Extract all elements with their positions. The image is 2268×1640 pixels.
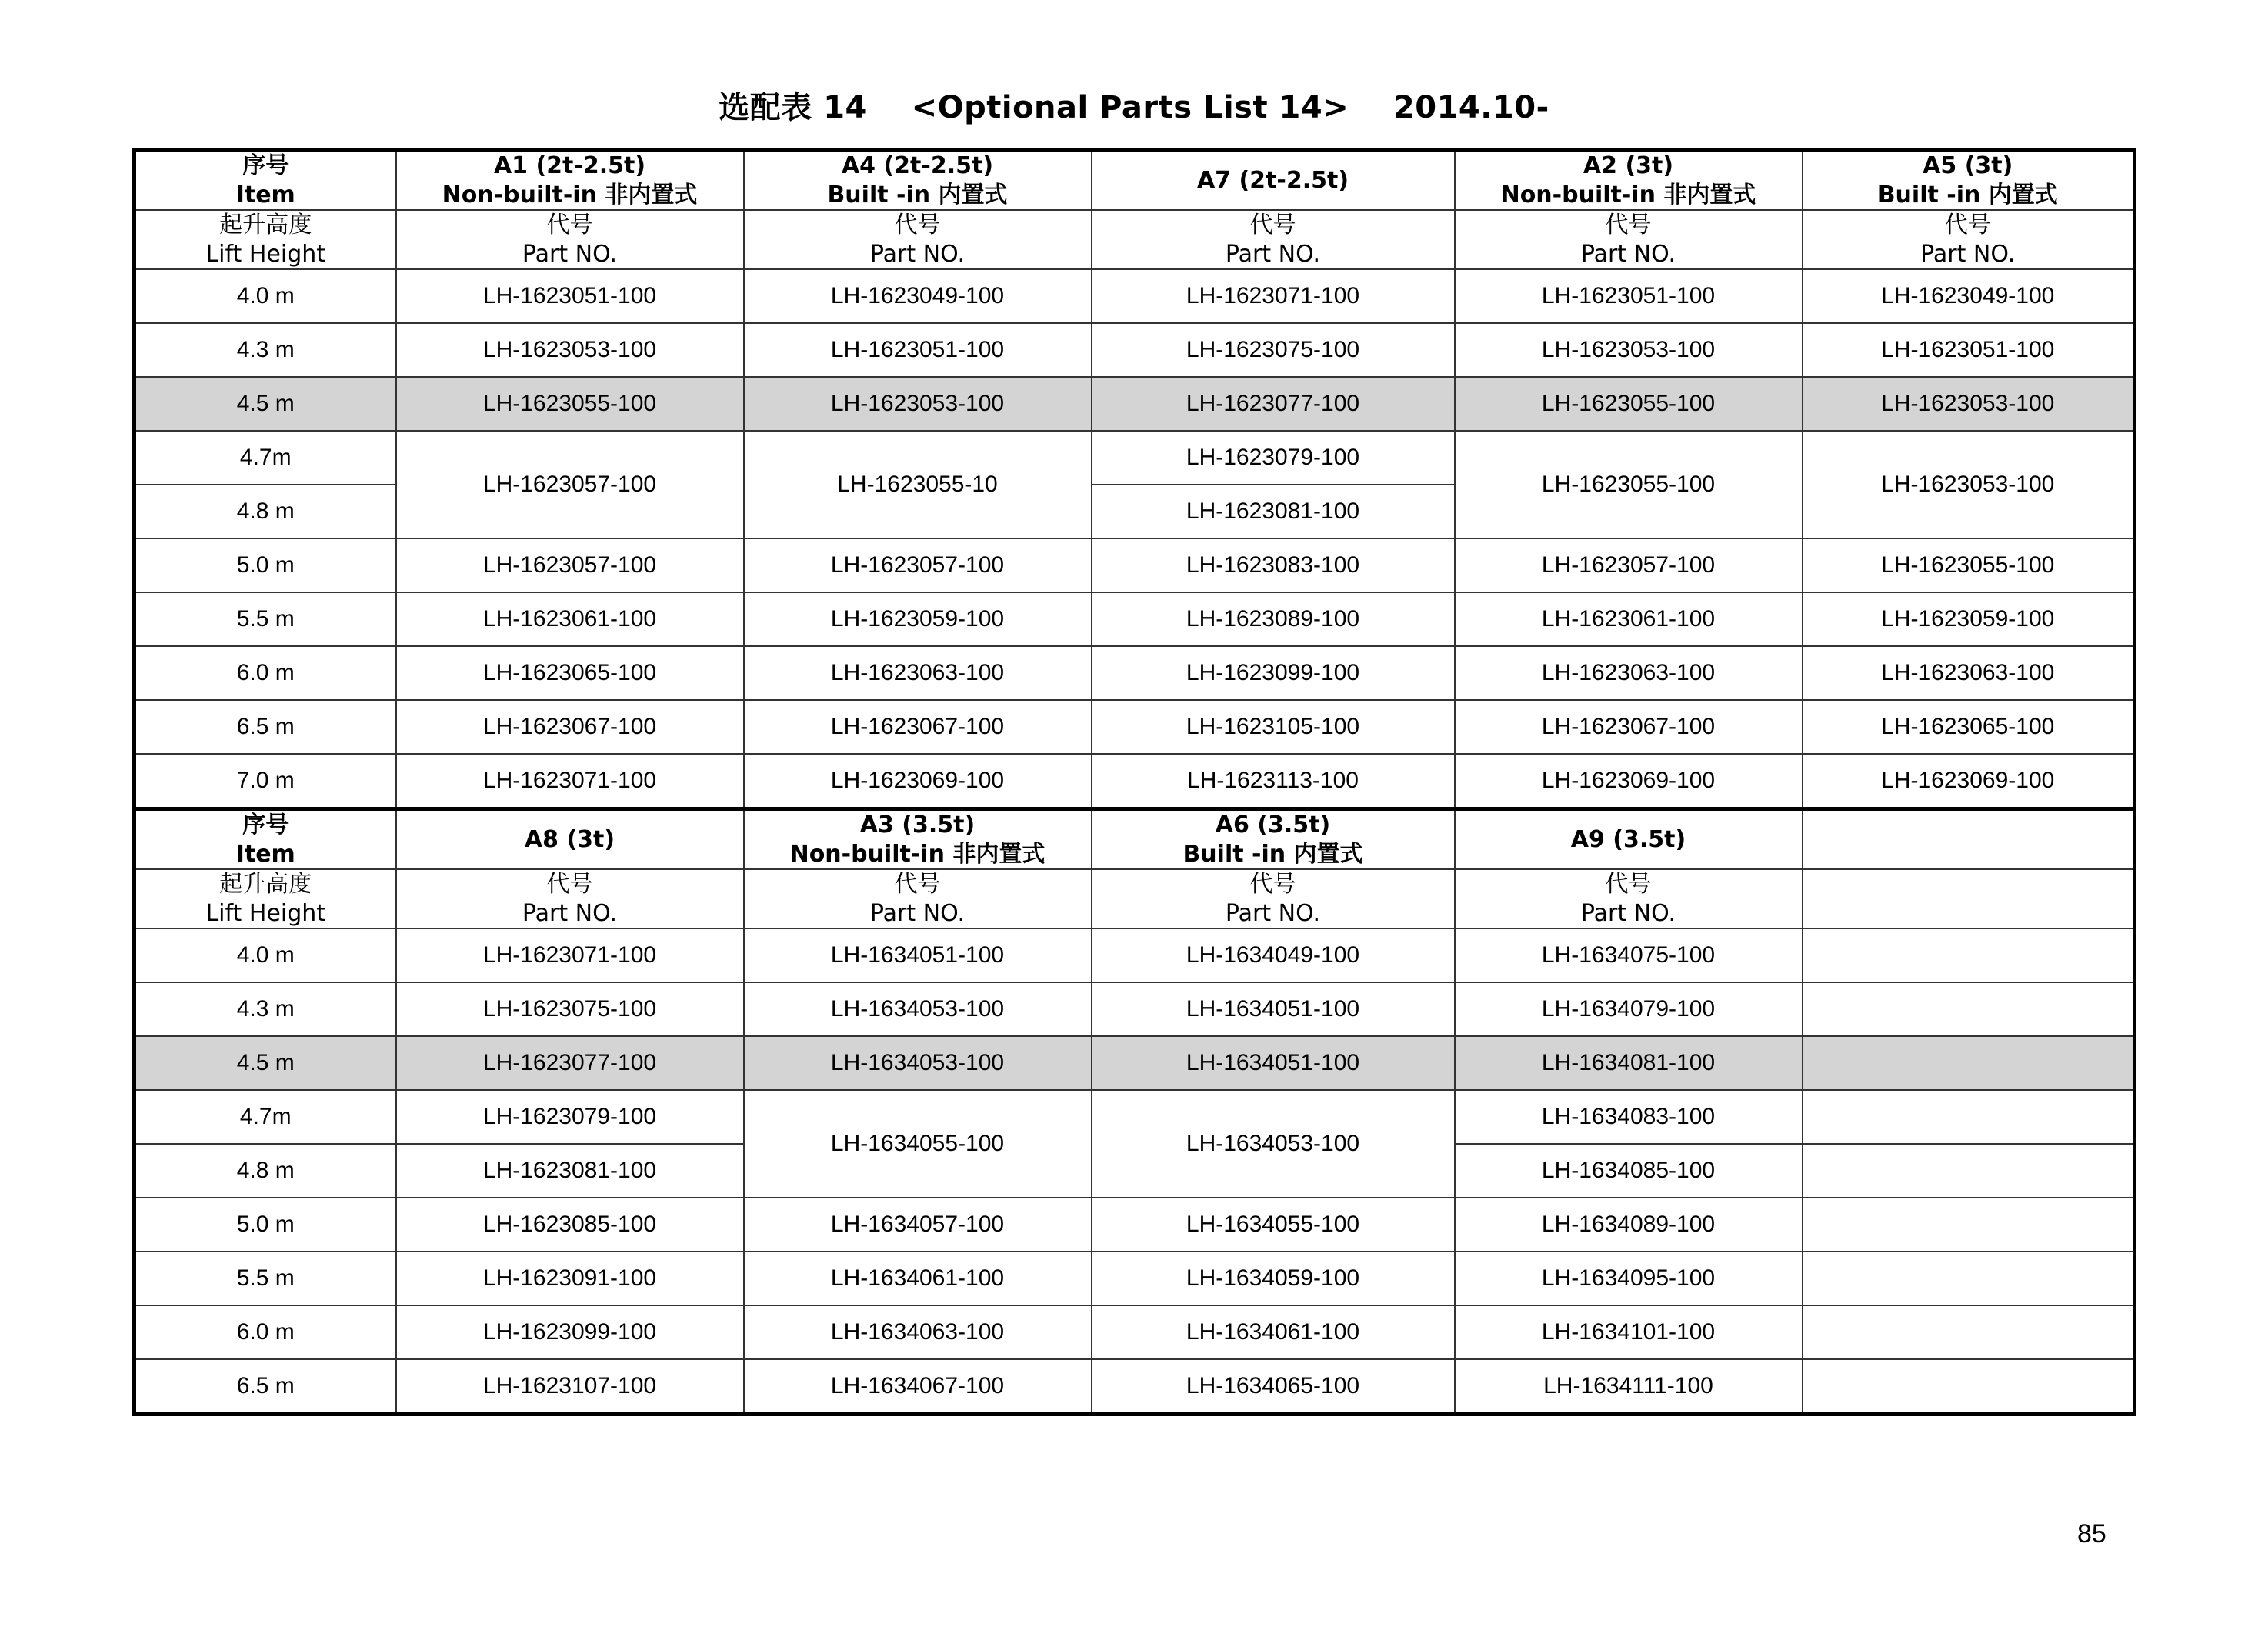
part-number-cell: LH-1634053-100 (744, 982, 1092, 1036)
lift-height-cell: 4.8 m (135, 1144, 396, 1198)
table1-header-a1 (396, 150, 744, 211)
part-number-cell: LH-1623055-100 (396, 377, 744, 431)
table1-subheader-a2 (1455, 210, 1803, 269)
part-number-cell: LH-1634079-100 (1455, 982, 1803, 1036)
part-number-cell: LH-1623053-100 (744, 377, 1092, 431)
header-line1: A9 (3.5t) (1570, 825, 1686, 853)
empty-cell (1803, 1198, 2135, 1252)
table2-header-a6 (1092, 809, 1455, 870)
table-row (135, 700, 2135, 754)
part-number-cell: LH-1623053-100 (396, 323, 744, 377)
empty-cell (1803, 1359, 2135, 1415)
lift-height-cell: 4.5 m (135, 1036, 396, 1090)
part-number-cell: LH-1623057-100 (1455, 538, 1803, 592)
empty-cell (1803, 1252, 2135, 1305)
part-number-cell: LH-1623053-100 (1803, 377, 2135, 431)
empty-cell (1803, 1036, 2135, 1090)
table1-header-a2 (1455, 150, 1803, 211)
part-number-cell: LH-1623069-100 (1803, 754, 2135, 809)
lift-height-cell: 4.7m (135, 1090, 396, 1144)
part-number-cell: LH-1623067-100 (1455, 700, 1803, 754)
part-number-cell: LH-1623051-100 (1455, 269, 1803, 323)
table1-subheader-a5 (1803, 210, 2135, 269)
header-line2: Item (235, 181, 295, 208)
subheader-line1: 代号 (1249, 871, 1296, 898)
part-number-cell: LH-1623069-100 (744, 754, 1092, 809)
part-number-cell: LH-1623107-100 (396, 1359, 744, 1415)
part-number-cell: LH-1634063-100 (744, 1305, 1092, 1359)
subheader-line1: 代号 (546, 212, 593, 238)
part-number-cell: LH-1623067-100 (396, 700, 744, 754)
page-title: 选配表 14 <Optional Parts List 14> 2014.10- (719, 90, 1549, 125)
part-number-cell: LH-1623059-100 (744, 592, 1092, 646)
part-number-cell: LH-1623069-100 (1455, 754, 1803, 809)
table-row (135, 592, 2135, 646)
optional-parts-tables (132, 148, 2133, 1416)
part-number-cell: LH-1623075-100 (1092, 323, 1455, 377)
header-line1: A8 (3t) (524, 825, 615, 853)
table2-header-a3 (744, 809, 1092, 870)
part-number-cell: LH-1623099-100 (1092, 646, 1455, 700)
part-number-cell: LH-1634075-100 (1455, 928, 1803, 982)
part-number-cell: LH-1623105-100 (1092, 700, 1455, 754)
table-row (135, 538, 2135, 592)
table1-header-a4 (744, 150, 1092, 211)
part-number-cell: LH-1623057-100 (396, 538, 744, 592)
header-line1: A7 (2t-2.5t) (1196, 166, 1349, 194)
subheader-line2: Part NO. (1580, 240, 1676, 268)
table1-header-row (135, 150, 2135, 211)
part-number-cell: LH-1634051-100 (1092, 982, 1455, 1036)
part-number-cell: LH-1634061-100 (744, 1252, 1092, 1305)
part-number-cell: LH-1623049-100 (744, 269, 1092, 323)
table2-header-a9 (1455, 809, 1803, 870)
table2-header-row (135, 809, 2135, 870)
part-number-cell-merged: LH-1623053-100 (1803, 431, 2135, 538)
part-number-cell: LH-1623065-100 (396, 646, 744, 700)
part-number-cell: LH-1634101-100 (1455, 1305, 1803, 1359)
part-number-cell: LH-1634085-100 (1455, 1144, 1803, 1198)
part-number-cell: LH-1623061-100 (396, 592, 744, 646)
header-line2: Non-built-in 非内置式 (789, 840, 1046, 868)
part-number-cell: LH-1623079-100 (396, 1090, 744, 1144)
header-line1: 序号 (242, 152, 289, 179)
table-row (135, 1305, 2135, 1359)
header-line2: Built -in 内置式 (827, 181, 1008, 208)
lift-height-cell: 4.0 m (135, 269, 396, 323)
part-number-cell: LH-1623063-100 (1803, 646, 2135, 700)
part-number-cell: LH-1623061-100 (1455, 592, 1803, 646)
part-number-cell: LH-1623065-100 (1803, 700, 2135, 754)
part-number-cell: LH-1623067-100 (744, 700, 1092, 754)
part-number-cell: LH-1623083-100 (1092, 538, 1455, 592)
part-number-cell-merged: LH-1623055-100 (1455, 431, 1803, 538)
header-line1: A4 (2t-2.5t) (841, 152, 994, 179)
header-line2: Item (235, 840, 295, 868)
part-number-cell: LH-1623077-100 (1092, 377, 1455, 431)
part-number-cell: LH-1623071-100 (396, 754, 744, 809)
lift-height-cell: 4.5 m (135, 377, 396, 431)
lift-height-cell: 4.8 m (135, 485, 396, 538)
subheader-line1: 代号 (1605, 212, 1652, 238)
part-number-cell: LH-1623091-100 (396, 1252, 744, 1305)
table-row (135, 982, 2135, 1036)
part-number-cell: LH-1623071-100 (396, 928, 744, 982)
part-number-cell: LH-1634053-100 (744, 1036, 1092, 1090)
subheader-line2: Part NO. (1920, 240, 2016, 268)
part-number-cell: LH-1623051-100 (1803, 323, 2135, 377)
part-number-cell-merged: LH-1623057-100 (396, 431, 744, 538)
part-number-cell: LH-1623099-100 (396, 1305, 744, 1359)
table-row-highlighted (135, 1036, 2135, 1090)
part-number-cell: LH-1623077-100 (396, 1036, 744, 1090)
header-line2: Non-built-in 非内置式 (1500, 181, 1756, 208)
part-number-cell: LH-1623063-100 (744, 646, 1092, 700)
header-line2: Built -in 内置式 (1877, 181, 2058, 208)
header-line1: A3 (3.5t) (859, 812, 976, 838)
subheader-line2: Part NO. (1580, 899, 1676, 927)
table-row (135, 1359, 2135, 1415)
part-number-cell: LH-1623059-100 (1803, 592, 2135, 646)
part-number-cell: LH-1623081-100 (396, 1144, 744, 1198)
table1-subheader-a4 (744, 210, 1092, 269)
part-number-cell-merged: LH-1634053-100 (1092, 1090, 1455, 1198)
part-number-cell: LH-1634057-100 (744, 1198, 1092, 1252)
lift-height-cell: 4.3 m (135, 982, 396, 1036)
table-row (135, 1252, 2135, 1305)
empty-cell (1803, 1305, 2135, 1359)
table-row (135, 323, 2135, 377)
header-line1: 序号 (242, 812, 289, 838)
subheader-line1: 代号 (894, 871, 941, 898)
part-number-cell: LH-1623055-100 (1803, 538, 2135, 592)
table2-subheader-a8 (396, 869, 744, 928)
empty-cell (1803, 1090, 2135, 1144)
table-row (135, 431, 2135, 485)
table2-subheader-lift-height (135, 869, 396, 928)
table2-header-empty (1803, 809, 2135, 870)
header-line2: Non-built-in 非内置式 (442, 181, 698, 208)
part-number-cell: LH-1623071-100 (1092, 269, 1455, 323)
lift-height-cell: 5.0 m (135, 1198, 396, 1252)
table-row (135, 1198, 2135, 1252)
subheader-line1: 代号 (1944, 212, 1991, 238)
header-line1: A6 (3.5t) (1215, 812, 1331, 838)
subheader-line1: 起升高度 (219, 212, 312, 238)
table1-subheader-a1 (396, 210, 744, 269)
header-line1: A1 (2t-2.5t) (493, 152, 646, 179)
optional-parts-table (132, 148, 2136, 1416)
part-number-cell: LH-1623063-100 (1455, 646, 1803, 700)
lift-height-cell: 6.5 m (135, 700, 396, 754)
part-number-cell: LH-1623051-100 (744, 323, 1092, 377)
part-number-cell: LH-1634111-100 (1455, 1359, 1803, 1415)
part-number-cell: LH-1634081-100 (1455, 1036, 1803, 1090)
table1-subheader-lift-height (135, 210, 396, 269)
subheader-line2: Lift Height (205, 240, 326, 268)
subheader-line2: Part NO. (1225, 899, 1321, 927)
part-number-cell: LH-1634083-100 (1455, 1090, 1803, 1144)
table1-subheader-a7 (1092, 210, 1455, 269)
lift-height-cell: 4.7m (135, 431, 396, 485)
table1-header-item (135, 150, 396, 211)
lift-height-cell: 4.3 m (135, 323, 396, 377)
table-row-highlighted (135, 377, 2135, 431)
subheader-line2: Part NO. (522, 240, 618, 268)
part-number-cell: LH-1623113-100 (1092, 754, 1455, 809)
empty-cell (1803, 982, 2135, 1036)
part-number-cell-merged: LH-1623055-10 (744, 431, 1092, 538)
subheader-line2: Part NO. (869, 240, 966, 268)
table2-subheader-a9 (1455, 869, 1803, 928)
table-row (135, 754, 2135, 809)
table-row (135, 269, 2135, 323)
header-line1: A2 (3t) (1583, 152, 1674, 179)
lift-height-cell: 5.5 m (135, 1252, 396, 1305)
part-number-cell: LH-1634061-100 (1092, 1305, 1455, 1359)
subheader-line1: 代号 (1605, 871, 1652, 898)
lift-height-cell: 7.0 m (135, 754, 396, 809)
table1-header-a5 (1803, 150, 2135, 211)
part-number-cell: LH-1623079-100 (1092, 431, 1455, 485)
part-number-cell: LH-1634059-100 (1092, 1252, 1455, 1305)
table2-header-a8 (396, 809, 744, 870)
part-number-cell: LH-1634049-100 (1092, 928, 1455, 982)
table1-header-a7 (1092, 150, 1455, 211)
part-number-cell: LH-1634089-100 (1455, 1198, 1803, 1252)
part-number-cell: LH-1623075-100 (396, 982, 744, 1036)
part-number-cell: LH-1623051-100 (396, 269, 744, 323)
part-number-cell: LH-1634051-100 (744, 928, 1092, 982)
part-number-cell: LH-1634067-100 (744, 1359, 1092, 1415)
subheader-line1: 代号 (894, 212, 941, 238)
subheader-line1: 起升高度 (219, 871, 312, 898)
table-row (135, 646, 2135, 700)
part-number-cell: LH-1634095-100 (1455, 1252, 1803, 1305)
empty-cell (1803, 928, 2135, 982)
lift-height-cell: 5.0 m (135, 538, 396, 592)
subheader-line2: Lift Height (205, 899, 326, 927)
lift-height-cell: 6.0 m (135, 646, 396, 700)
lift-height-cell: 6.0 m (135, 1305, 396, 1359)
part-number-cell: LH-1623049-100 (1803, 269, 2135, 323)
table-row (135, 928, 2135, 982)
subheader-line2: Part NO. (869, 899, 966, 927)
subheader-line1: 代号 (1249, 212, 1296, 238)
lift-height-cell: 5.5 m (135, 592, 396, 646)
page-number: 85 (2077, 1519, 2106, 1548)
empty-cell (1803, 1144, 2135, 1198)
part-number-cell-merged: LH-1634055-100 (744, 1090, 1092, 1198)
part-number-cell: LH-1634055-100 (1092, 1198, 1455, 1252)
subheader-line2: Part NO. (522, 899, 618, 927)
part-number-cell: LH-1623085-100 (396, 1198, 744, 1252)
header-line1: A5 (3t) (1923, 152, 2013, 179)
part-number-cell: LH-1634051-100 (1092, 1036, 1455, 1090)
lift-height-cell: 4.0 m (135, 928, 396, 982)
table1-subheader-row (135, 210, 2135, 269)
part-number-cell: LH-1623053-100 (1455, 323, 1803, 377)
part-number-cell: LH-1623081-100 (1092, 485, 1455, 538)
part-number-cell: LH-1634065-100 (1092, 1359, 1455, 1415)
table2-subheader-a6 (1092, 869, 1455, 928)
subheader-line2: Part NO. (1225, 240, 1321, 268)
table2-subheader-row (135, 869, 2135, 928)
part-number-cell: LH-1623055-100 (1455, 377, 1803, 431)
part-number-cell: LH-1623057-100 (744, 538, 1092, 592)
table2-subheader-empty (1803, 869, 2135, 928)
subheader-line1: 代号 (546, 871, 593, 898)
table2-subheader-a3 (744, 869, 1092, 928)
part-number-cell: LH-1623089-100 (1092, 592, 1455, 646)
table2-header-item (135, 809, 396, 870)
table-row (135, 1090, 2135, 1144)
lift-height-cell: 6.5 m (135, 1359, 396, 1415)
header-line2: Built -in 内置式 (1182, 840, 1363, 868)
